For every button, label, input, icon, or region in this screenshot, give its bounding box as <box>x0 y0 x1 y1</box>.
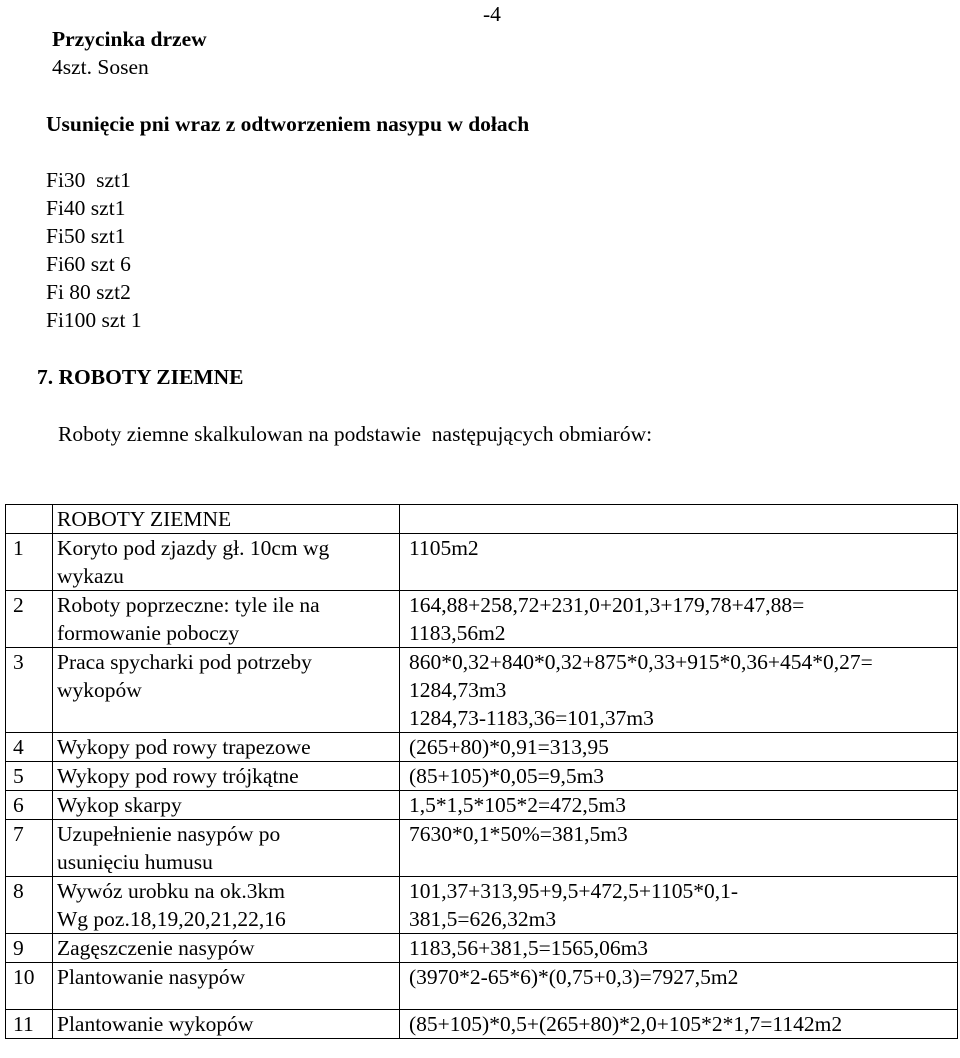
table-row <box>6 934 958 963</box>
row-number: 10 <box>6 963 53 1010</box>
section-title-stumps: Usunięcie pni wraz z odtworzeniem nasypu w dołach <box>46 112 530 136</box>
table-header-row <box>6 505 958 534</box>
table-row <box>6 591 958 648</box>
table-row <box>6 791 958 820</box>
row-value: 7630*0,1*50%=381,5m3 <box>400 820 958 877</box>
stump-item: Fi40 szt1 <box>46 196 126 220</box>
row-number: 3 <box>6 648 53 733</box>
row-value: (3970*2-65*6)*(0,75+0,3)=7927,5m2 <box>400 963 958 1010</box>
row-number: 2 <box>6 591 53 648</box>
row-description: Uzupełnienie nasypów po usunięciu humusu <box>53 820 400 877</box>
table-row <box>6 534 958 591</box>
table-cell <box>400 505 958 534</box>
row-number: 11 <box>6 1010 53 1039</box>
page-number: -4 <box>483 2 501 26</box>
stump-item: Fi60 szt 6 <box>46 252 131 276</box>
section-title-tree-cutting: Przycinka drzew <box>52 27 207 51</box>
row-description: Praca spycharki pod potrzeby wykopów <box>53 648 400 733</box>
earthworks-intro: Roboty ziemne skalkulowan na podstawie następujących obmiarów: <box>58 422 653 446</box>
row-value: (85+105)*0,05=9,5m3 <box>400 762 958 791</box>
table-row <box>6 762 958 791</box>
table-row <box>6 963 958 1010</box>
row-description: Koryto pod zjazdy gł. 10cm wg wykazu <box>53 534 400 591</box>
stump-item: Fi30 szt1 <box>46 168 131 192</box>
table-row <box>6 648 958 733</box>
row-number: 8 <box>6 877 53 934</box>
row-value: 1105m2 <box>400 534 958 591</box>
row-number: 4 <box>6 733 53 762</box>
section-title-earthworks: 7. ROBOTY ZIEMNE <box>37 365 244 389</box>
row-value: 1,5*1,5*105*2=472,5m3 <box>400 791 958 820</box>
row-description: Wykopy pod rowy trapezowe <box>53 733 400 762</box>
stump-item: Fi 80 szt2 <box>46 280 131 304</box>
stump-item: Fi100 szt 1 <box>46 308 142 332</box>
row-description: Zagęszczenie nasypów <box>53 934 400 963</box>
table-row <box>6 1010 958 1039</box>
row-description: Wykop skarpy <box>53 791 400 820</box>
row-value: 860*0,32+840*0,32+875*0,33+915*0,36+454*0,27= 1284,73m3 1284,73-1183,36=101,37m3 <box>400 648 958 733</box>
row-number: 7 <box>6 820 53 877</box>
table-cell <box>6 505 53 534</box>
row-number: 6 <box>6 791 53 820</box>
earthworks-table <box>5 504 958 1039</box>
tree-cutting-count: 4szt. Sosen <box>52 55 149 79</box>
table-row <box>6 733 958 762</box>
row-description: Plantowanie nasypów <box>53 963 400 1010</box>
row-value: (265+80)*0,91=313,95 <box>400 733 958 762</box>
table-row <box>6 877 958 934</box>
row-description: Wywóz urobku na ok.3km Wg poz.18,19,20,21,22,16 <box>53 877 400 934</box>
row-description: Roboty poprzeczne: tyle ile na formowanie poboczy <box>53 591 400 648</box>
row-number: 9 <box>6 934 53 963</box>
row-value: 101,37+313,95+9,5+472,5+1105*0,1- 381,5=626,32m3 <box>400 877 958 934</box>
stump-item: Fi50 szt1 <box>46 224 126 248</box>
table-row <box>6 820 958 877</box>
row-value: 1183,56+381,5=1565,06m3 <box>400 934 958 963</box>
row-value: 164,88+258,72+231,0+201,3+179,78+47,88= 1183,56m2 <box>400 591 958 648</box>
table-header: ROBOTY ZIEMNE <box>53 505 400 534</box>
row-description: Plantowanie wykopów <box>53 1010 400 1039</box>
row-number: 1 <box>6 534 53 591</box>
row-number: 5 <box>6 762 53 791</box>
row-description: Wykopy pod rowy trójkątne <box>53 762 400 791</box>
row-value: (85+105)*0,5+(265+80)*2,0+105*2*1,7=1142m2 <box>400 1010 958 1039</box>
